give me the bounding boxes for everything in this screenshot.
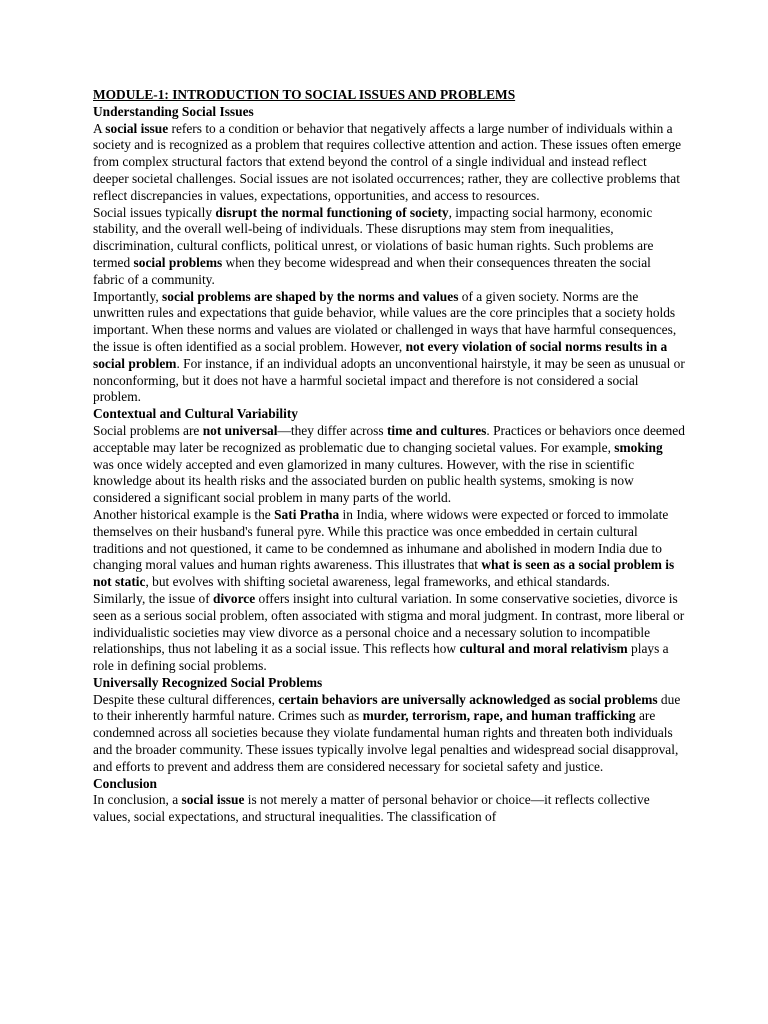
paragraph: In conclusion, a social issue is not merely a matter of personal behavior or choice—it reflects collective values, social expectations, and structural inequalities. The classification of bbox=[93, 792, 650, 825]
section-heading-contextual: Contextual and Cultural Variability bbox=[93, 406, 298, 422]
document-title: MODULE-1: INTRODUCTION TO SOCIAL ISSUES AND PROBLEMS bbox=[93, 87, 516, 102]
bold-term: social issue bbox=[105, 120, 169, 136]
paragraph: Similarly, the issue of divorce offers insight into cultural variation. In some conservative societies, divorce is seen as a serious social problem, often associated with stigma and moral judgment. In contrast, more liberal or individualistic societies may view divorce as a personal choice and a necessary solution to incompatible relationships, thus not labeling it as a social issue. This reflects how cultural and moral relativism plays a role in defining social problems. bbox=[93, 590, 685, 674]
bold-term: murder, terrorism, rape, and human trafficking bbox=[362, 708, 636, 724]
bold-term: cultural and moral relativism bbox=[459, 641, 628, 657]
section-heading-conclusion: Conclusion bbox=[93, 775, 157, 791]
bold-term: time and cultures bbox=[386, 422, 487, 438]
bold-term: social problems are shaped by the norms and values bbox=[162, 288, 459, 304]
paragraph: Another historical example is the Sati Pratha in India, where widows were expected or forced to immolate themselves on their husband's funeral pyre. While this practice was once embedded in certain cultural traditions and not questioned, it came to be condemned as inhumane and abolished in modern India due to changing moral values and human rights awareness. This illustrates that what is seen as a social problem is not static, but evolves with shifting societal awareness, legal frameworks, and ethical standards. bbox=[93, 506, 675, 590]
paragraph: Social issues typically disrupt the normal functioning of society, impacting social harmony, economic stability, and the overall well-being of individuals. These disruptions may stem from inequalities, discrimination, cultural conflicts, political unrest, or violations of basic human rights. Such problems are termed social problems when they become widespread and when their consequences threaten the social fabric of a community. bbox=[93, 204, 654, 287]
bold-term: social problems bbox=[133, 254, 223, 270]
section-heading-understanding: Understanding Social Issues bbox=[93, 103, 254, 119]
bold-term: certain behaviors are universally acknowledged as social problems bbox=[278, 691, 658, 707]
bold-term: disrupt the normal functioning of society bbox=[215, 204, 449, 220]
section-heading-universal: Universally Recognized Social Problems bbox=[93, 674, 323, 690]
bold-term: not universal bbox=[202, 422, 278, 438]
paragraph: Importantly, social problems are shaped by the norms and values of a given society. Norms are the unwritten rules and expectations that guide behavior, while values are the core principles that a society holds important. When these norms and values are violated or challenged in ways that have harmful consequences, the issue is often identified as a social problem. However, not every violation of social norms results in a social problem. For instance, if an individual adopts an unconventional hairstyle, it may be seen as unusual or nonconforming, but it does not have a harmful societal impact and therefore is not considered a social problem. bbox=[93, 288, 685, 405]
bold-term: not every violation of social norms results in a social problem bbox=[93, 338, 668, 371]
bold-term: smoking bbox=[614, 439, 663, 455]
bold-term: divorce bbox=[213, 590, 256, 606]
document-page bbox=[93, 87, 685, 826]
paragraph: Social problems are not universal—they differ across time and cultures. Practices or behaviors once deemed acceptable may later be recognized as problematic due to changing societal values. For example, smoking was once widely accepted and even glamorized in many cultures. However, with the rise in scientific knowledge about its health risks and the associated burden on public health systems, smoking is now considered a significant social problem in many parts of the world. bbox=[93, 422, 685, 506]
paragraph: Despite these cultural differences, certain behaviors are universally acknowledged as social problems due to their inherently harmful nature. Crimes such as murder, terrorism, rape, and human trafficking are condemned across all societies because they violate fundamental human rights and threaten both individuals and the broader community. These issues typically involve legal penalties and widespread social disapproval, and efforts to prevent and address them are considered necessary for societal safety and justice. bbox=[93, 691, 681, 774]
paragraph: A social issue refers to a condition or behavior that negatively affects a large number of individuals within a society and is recognized as a problem that requires collective attention and action. These issues often emerge from complex structural factors that extend beyond the control of a single individual and instead reflect deeper societal challenges. Social issues are not isolated occurrences; rather, they are collective problems that reflect discrepancies in values, expectations, opportunities, and access to resources. bbox=[93, 120, 682, 203]
bold-term: what is seen as a social problem is not static bbox=[93, 557, 675, 590]
bold-term: Sati Pratha bbox=[274, 506, 340, 522]
bold-term: social issue bbox=[181, 792, 245, 808]
